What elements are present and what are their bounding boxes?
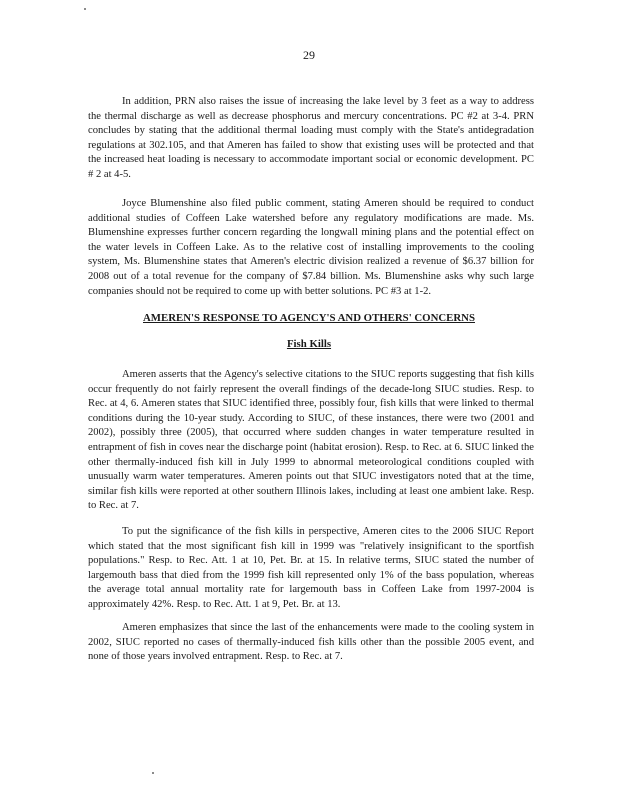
scan-speck [152, 772, 154, 774]
paragraph-fish-kill-perspective: To put the significance of the fish kills in perspective, Ameren cites to the 2006 SIUC Report which stated that the most significant fish kill in 1999 was "relatively insignificant to the sportfish populations." Resp. to Rec. Att. 1 at 10, Pet. Br. at 15. In relative terms, SIUC stated the number of largemouth bass that died from the 1999 fish kill represented only 1% of the bass population, whereas the average total annual mortality rate for largemouth bass in Coffeen Lake from 1997-2004 is approximately 42%. Resp. to Rec. Att. 1 at 9, Pet. Br. at 13. [88, 526, 534, 610]
paragraph-prn-comment: In addition, PRN also raises the issue of increasing the lake level by 3 feet as a way to address the thermal discharge as well as decrease phosphorus and mercury concentrations. PC #2 at 3-4. PRN concludes by stating that the additional thermal loading must comply with the State's antidegradation regulations at 302.105, and that Ameren has failed to show that existing uses will be protected and that the increased heat loading is necessary to accommodate important social or economic development. PC # 2 at 4-5. [88, 96, 534, 180]
paragraph-ameren-assertion: Ameren asserts that the Agency's selective citations to the SIUC reports suggesting that fish kills occur frequently do not fairly represent the overall findings of the decade-long SIUC studies. Resp. to Rec. at 4, 6. Ameren states that SIUC identified three, possibly four, fish kills that were linked to thermal conditions during the 10-year study. According to SIUC, of these instances, there were two (2001 and 2002), possibly three (2005), that occurred where sudden changes in water temperature resulted in entrapment of fish in coves near the discharge point (habitat erosion). Resp. to Rec. at 6. SIUC linked the other thermally-induced fish kill in July 1999 to abnormal meteorological conditions coupled with unusually warm water temperatures. Ameren points out that SIUC investigators noted that at the time, similar fish kills were reported at other southern Illinois lakes, including at least one ambient lake. Resp. to Rec. at 7. [88, 369, 534, 512]
page-number: 29 [303, 48, 315, 62]
scan-speck [84, 8, 86, 10]
section-heading: AMEREN'S RESPONSE TO AGENCY'S AND OTHERS' CONCERNS [143, 312, 475, 324]
paragraph-blumenshine-comment: Joyce Blumenshine also filed public comment, stating Ameren should be required to conduct additional studies of Coffeen Lake watershed before any regulatory modifications are made. Ms. Blumenshine expresses further concern regarding the longwall mining plans and the potential effect on the water levels in Coffeen Lake. As to the relative cost of installing improvements to the cooling system, Ms. Blumenshine states that Ameren's electric division realized a revenue of $6.37 billion for 2008 out of a total revenue for the company of $7.84 billion. Ms. Blumenshine asks why such large companies should not be required to come up with better solutions. PC #3 at 1-2. [88, 198, 534, 297]
paragraph-ameren-emphasis: Ameren emphasizes that since the last of the enhancements were made to the cooling system in 2002, SIUC reported no cases of thermally-induced fish kills other than the possible 2005 event, and none of those years involved entrapment. Resp. to Rec. at 7. [88, 622, 534, 663]
subsection-heading: Fish Kills [286, 338, 332, 350]
